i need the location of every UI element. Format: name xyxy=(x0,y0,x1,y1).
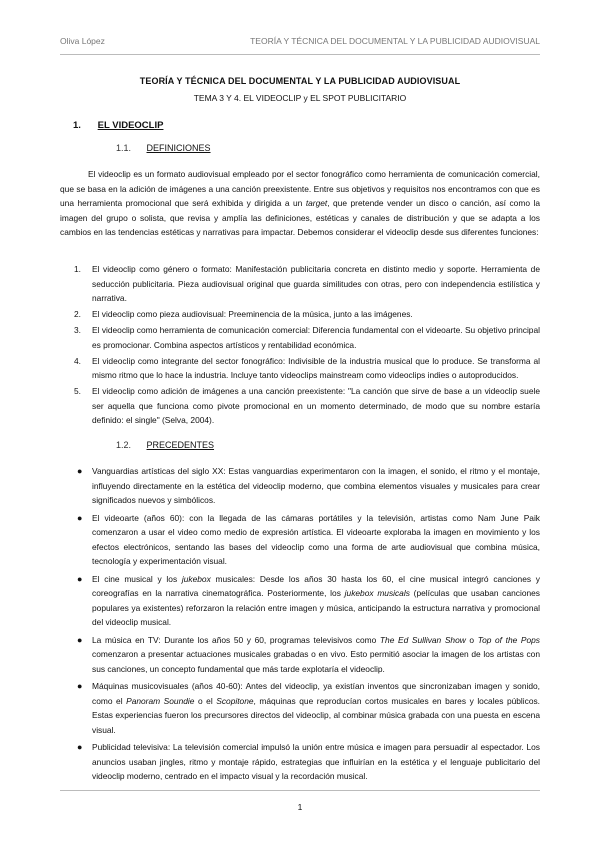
subsection-heading-definiciones xyxy=(116,143,211,153)
document-title: TEORÍA Y TÉCNICA DEL DOCUMENTAL Y LA PUBLICIDAD AUDIOVISUAL xyxy=(139,76,461,86)
intro-paragraph xyxy=(60,167,540,240)
list-item-text: El videoclip como pieza audiovisual: Preeminencia de la música, junto a las imágenes. xyxy=(92,309,413,319)
list-item xyxy=(60,307,540,322)
list-item-emphasis: Top of the Pops xyxy=(477,634,540,645)
list-item-emphasis: The Ed Sullivan Show xyxy=(379,634,466,645)
list-item-text: (películas que usaban canciones populares ya existentes) reforzaron la relación entre imagen y música, anticipando la estructura narrativa y promocional del videoclip musical. xyxy=(92,588,540,627)
page-number: 1 xyxy=(297,802,303,812)
list-item xyxy=(60,262,540,306)
intro-text-part2: , que pretende vender un disco o canción, así como la imagen del grupo o solista, que revisa y amplía las definiciones, estéticas y canales de distribución y que se adapta a los cambios en las tendencias estéticas y narrativas para impactar. Debemos considerar el videoclip desde sus diferentes funciones: xyxy=(60,198,540,237)
bullet-icon: ● xyxy=(77,742,83,752)
list-item-text: El videoclip como adición de imágenes a una canción preexistente: "La canción que sirve de base a un videoclip suele ser aquella que funciona como pivote promocional en un momento determinado, de modo que su nombre estaría definido: el single" (Selva, 2004). xyxy=(92,386,540,425)
list-item-emphasis: jukebox musicals xyxy=(344,588,410,598)
list-item-text: , máquinas que reproducían cortos musicales en bares y locales públicos. Estas experiencias fueron los precursores directos del videoclip, al combinar música grabada con una puesta en escena visual. xyxy=(92,695,541,735)
list-item xyxy=(60,572,540,630)
list-marker: 1. xyxy=(74,264,81,274)
list-item-text: El videoclip como integrante del sector fonográfico: Indivisible de la industria musical que lo produce. Se transforma al mismo ritmo que lo hace la industria. Incluye tanto videoclips mainstream como videoclips indies o autoproducidos. xyxy=(92,355,540,380)
list-item xyxy=(60,323,540,352)
list-item-text: Publicidad televisiva: La televisión comercial impulsó la unión entre música e imagen para persuadir al espectador. Los anuncios usaban jingles, ritmo y montaje rápido, estrategias que influirían en la estética y el lenguaje publicitario del videoclip moderno, centrado en el impacto visual y la recordación musical. xyxy=(92,742,540,781)
list-item xyxy=(60,384,540,428)
subsection-heading-precedentes xyxy=(116,440,214,450)
list-item-text: La música en TV: Durante los años 50 y 60, programas televisivos como xyxy=(92,634,380,645)
list-item xyxy=(60,679,540,737)
list-marker: 5. xyxy=(74,386,81,396)
bullet-icon: ● xyxy=(77,634,83,645)
bullet-icon: ● xyxy=(77,512,83,523)
bullet-icon: ● xyxy=(77,466,83,476)
list-marker: 4. xyxy=(74,355,81,366)
bullet-icon: ● xyxy=(77,573,83,584)
section-title: EL VIDEOCLIP xyxy=(97,120,164,131)
list-item-text: Vanguardias artísticas del siglo XX: Estas vanguardias experimentaron con la imagen, el sonido, el ritmo y el montaje, influyendo directamente en la estética del videoclip moderno, que combina elementos visuales y musicales para crear significados nuevos y simbólicos. xyxy=(92,466,540,505)
subsection-title: PRECEDENTES xyxy=(146,440,215,450)
intro-text-part1: El videoclip es un formato audiovisual empleado por el sector fonográfico como herramienta de comunicación comercial, que se basa en la adición de imágenes a una canción preexistente. Entre sus objetivos y requisitos nos encontramos con que es una herramienta promocional que será exhibida y dirigida a un xyxy=(60,169,540,208)
document-subtitle: TEMA 3 Y 4. EL VIDEOCLIP y EL SPOT PUBLICITARIO xyxy=(193,93,407,103)
functions-list xyxy=(60,262,540,429)
list-item-text: El cine musical y los xyxy=(92,573,182,584)
list-item xyxy=(60,464,540,508)
subsection-number: 1.2. xyxy=(116,440,132,450)
section-number: 1. xyxy=(73,120,81,131)
list-item-emphasis: Panoram Soundie xyxy=(126,695,195,706)
list-item-emphasis: Scopitone xyxy=(216,695,254,706)
list-item xyxy=(60,511,540,569)
list-item xyxy=(60,740,540,784)
header-rule xyxy=(60,54,540,55)
list-item-text: El videoarte (años 60): con la llegada de las cámaras portátiles y la televisión, artistas como Nam June Paik comenzaron a usar el video como medio de expresión artística. El videoarte exploraba la imagen en movimiento y los efectos electrónicos, sentando las bases del videoclip como una forma de arte audiovisual que combina música, tecnología y experimentación visual. xyxy=(92,512,540,566)
subsection-title: DEFINICIONES xyxy=(146,143,211,153)
header-course: TEORÍA Y TÉCNICA DEL DOCUMENTAL Y LA PUBLICIDAD AUDIOVISUAL xyxy=(250,36,540,46)
list-item-text: Máquinas musicovisuales (años 40-60): Antes del videoclip, ya existían inventos que sincronizaban imagen y sonido, como el xyxy=(92,681,540,706)
list-item-text: El videoclip como herramienta de comunicación comercial: Diferencia fundamental con el videoarte. Su objetivo principal es promocionar. Combina aspectos artísticos y rentabilidad económica. xyxy=(92,325,540,350)
list-item xyxy=(60,354,540,383)
list-item-emphasis: jukebox xyxy=(181,573,211,584)
header-author: Oliva López xyxy=(60,36,105,46)
list-item-text: o xyxy=(465,634,478,645)
list-item-text: musicales: Desde los años 30 hasta los 60, el cine musical integró canciones y coreografías en la narrativa cinematográfica. Posteriormente, los xyxy=(92,573,540,598)
bullet-icon: ● xyxy=(77,681,83,691)
running-header xyxy=(60,36,540,46)
list-item-text: comenzaron a presentar actuaciones musicales grabadas o en vivo. Esto permitió asociar la imagen de los artistas con sus canciones, un concepto fundamental que más tarde explotaría el videoclip. xyxy=(92,649,540,674)
intro-target-term: target xyxy=(305,198,328,208)
list-marker: 3. xyxy=(74,325,81,335)
list-item-text: o el xyxy=(194,695,217,706)
footer-rule xyxy=(60,790,540,791)
section-heading-videoclip xyxy=(73,120,163,131)
list-item xyxy=(60,633,540,677)
list-marker: 2. xyxy=(74,309,81,319)
precedents-list xyxy=(60,464,540,787)
list-item-text: El videoclip como género o formato: Manifestación publicitaria concreta en distinto medio y soporte. Herramienta de seducción publicitaria. Pieza audiovisual original que guarda similitudes con otras, pero con independencia estilística y narrativa. xyxy=(92,264,540,303)
subsection-number: 1.1. xyxy=(116,143,132,153)
